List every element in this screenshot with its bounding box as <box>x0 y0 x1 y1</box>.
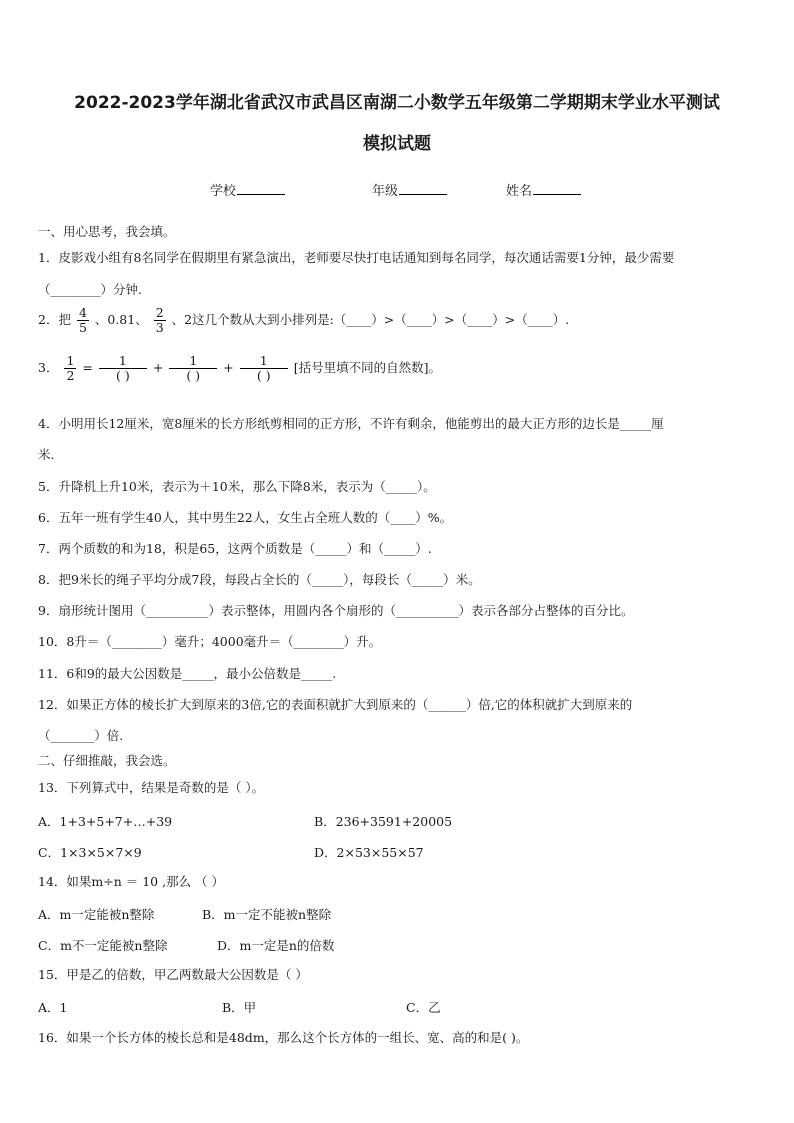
fraction-numerator: 2 <box>155 305 164 320</box>
question-3-prefix: 3． <box>38 360 59 375</box>
question-5: 5．升降机上升10米，表示为＋10米，那么下降8米，表示为（_____）。 <box>38 479 436 494</box>
question-14-option-b: B．m一定不能被n整除 <box>202 907 332 922</box>
fraction-blank-3 <box>240 354 288 383</box>
question-2-prefix: 2．把 <box>38 312 71 327</box>
question-2-middle: 、0.81、 <box>94 312 148 327</box>
question-14-option-a: A．m一定能被n整除 <box>38 907 155 922</box>
section-1-heading: 一、用心思考，我会填。 <box>38 224 176 239</box>
question-13-option-b: B．236+3591+20005 <box>314 814 453 829</box>
fraction-denominator: ( ) <box>115 368 130 383</box>
grade-label: 年级 <box>372 184 399 199</box>
question-6: 6．五年一班有学生40人，其中男生22人，女生占全班人数的（____）%。 <box>38 510 453 525</box>
fraction-blank-1 <box>99 354 147 383</box>
plus-sign: + <box>223 360 234 375</box>
question-14-stem: 14．如果m÷n ＝ 10 ,那么 （ ） <box>38 874 225 889</box>
school-blank <box>237 182 285 195</box>
question-14-option-d: D．m一定是n的倍数 <box>217 938 335 953</box>
plus-sign: + <box>152 360 164 375</box>
question-1-line-b: （________）分钟. <box>38 282 142 297</box>
question-4-line-b: 米. <box>38 447 55 462</box>
question-15-option-b: B．甲 <box>222 1000 257 1015</box>
question-9: 9．扇形统计图用（__________）表示整体，用圆内各个扇形的（__________）表示各部分占整体的百分比。 <box>38 603 634 618</box>
question-16-stem: 16．如果一个长方体的棱长总和是48dm，那么这个长方体的一组长、宽、高的和是( )。 <box>38 1030 529 1045</box>
school-field <box>210 180 285 199</box>
fraction-numerator: 1 <box>240 354 288 369</box>
fraction-denominator: ( ) <box>186 368 201 383</box>
section-2-heading: 二、仔细推敲，我会选。 <box>38 753 176 768</box>
fraction-numerator: 1 <box>66 353 75 368</box>
fraction-blank-2 <box>169 354 217 383</box>
fraction-1-2 <box>64 354 76 383</box>
question-4-line-a: 4．小明用长12厘米，宽8厘米的长方形纸剪相同的正方形，不许有剩余，他能剪出的最大正方形的边长是_____厘 <box>38 416 664 431</box>
question-11: 11．6和9的最大公因数是_____，最小公倍数是_____. <box>38 666 337 681</box>
equals-sign: = <box>82 360 93 375</box>
fraction-denominator: 2 <box>66 368 75 383</box>
question-15-option-a: A．1 <box>38 1000 68 1015</box>
question-13-option-a: A．1+3+5+7+…+39 <box>38 814 173 829</box>
question-1-line-a: 1．皮影戏小组有8名同学在假期里有紧急演出，老师要尽快打电话通知到每名同学，每次通话需要1分钟，最少需要 <box>38 250 675 265</box>
question-14-option-c: C．m不一定能被n整除 <box>38 938 168 953</box>
question-8: 8．把9米长的绳子平均分成7段，每段占全长的（_____），每段长（_____）米。 <box>38 572 481 587</box>
question-12-line-a: 12．如果正方体的棱长扩大到原来的3倍,它的表面积就扩大到原来的（______）倍,它的体积就扩大到原来的 <box>38 697 633 712</box>
fraction-numerator: 1 <box>99 354 147 369</box>
fraction-2-3 <box>154 306 166 335</box>
question-3-suffix: [括号里填不同的自然数]。 <box>293 360 441 375</box>
fraction-denominator: 3 <box>155 320 164 335</box>
question-12-line-b: （_______）倍. <box>38 728 124 743</box>
name-field <box>506 180 581 199</box>
question-13-option-c: C．1×3×5×7×9 <box>38 845 142 860</box>
name-blank <box>533 182 581 195</box>
question-2 <box>38 306 569 335</box>
question-2-suffix: 、2这几个数从大到小排列是:（____）>（____）>（____）>（____）. <box>171 312 570 327</box>
name-label: 姓名 <box>506 184 533 199</box>
question-3 <box>38 354 441 383</box>
question-15-stem: 15．甲是乙的倍数，甲乙两数最大公因数是（ ） <box>38 967 308 982</box>
fraction-denominator: ( ) <box>256 368 271 383</box>
title-line-1: 2022-2023学年湖北省武汉市武昌区南湖二小数学五年级第二学期期末学业水平测试 <box>74 93 720 113</box>
question-10: 10．8升＝（________）毫升；4000毫升＝（________）升。 <box>38 634 382 649</box>
grade-blank <box>399 182 447 195</box>
fraction-denominator: 5 <box>78 320 87 335</box>
title-line-2: 模拟试题 <box>363 134 431 154</box>
question-15-option-c: C．乙 <box>406 1000 441 1015</box>
fraction-4-5 <box>77 306 89 335</box>
question-7: 7．两个质数的和为18，积是65，这两个质数是（_____）和（_____）. <box>38 541 432 556</box>
question-13-option-d: D．2×53×55×57 <box>314 845 424 860</box>
grade-field <box>372 180 447 199</box>
fraction-numerator: 1 <box>169 354 217 369</box>
school-label: 学校 <box>210 184 237 199</box>
fraction-numerator: 4 <box>78 305 87 320</box>
question-13-stem: 13．下列算式中，结果是奇数的是（ ）。 <box>38 780 265 795</box>
